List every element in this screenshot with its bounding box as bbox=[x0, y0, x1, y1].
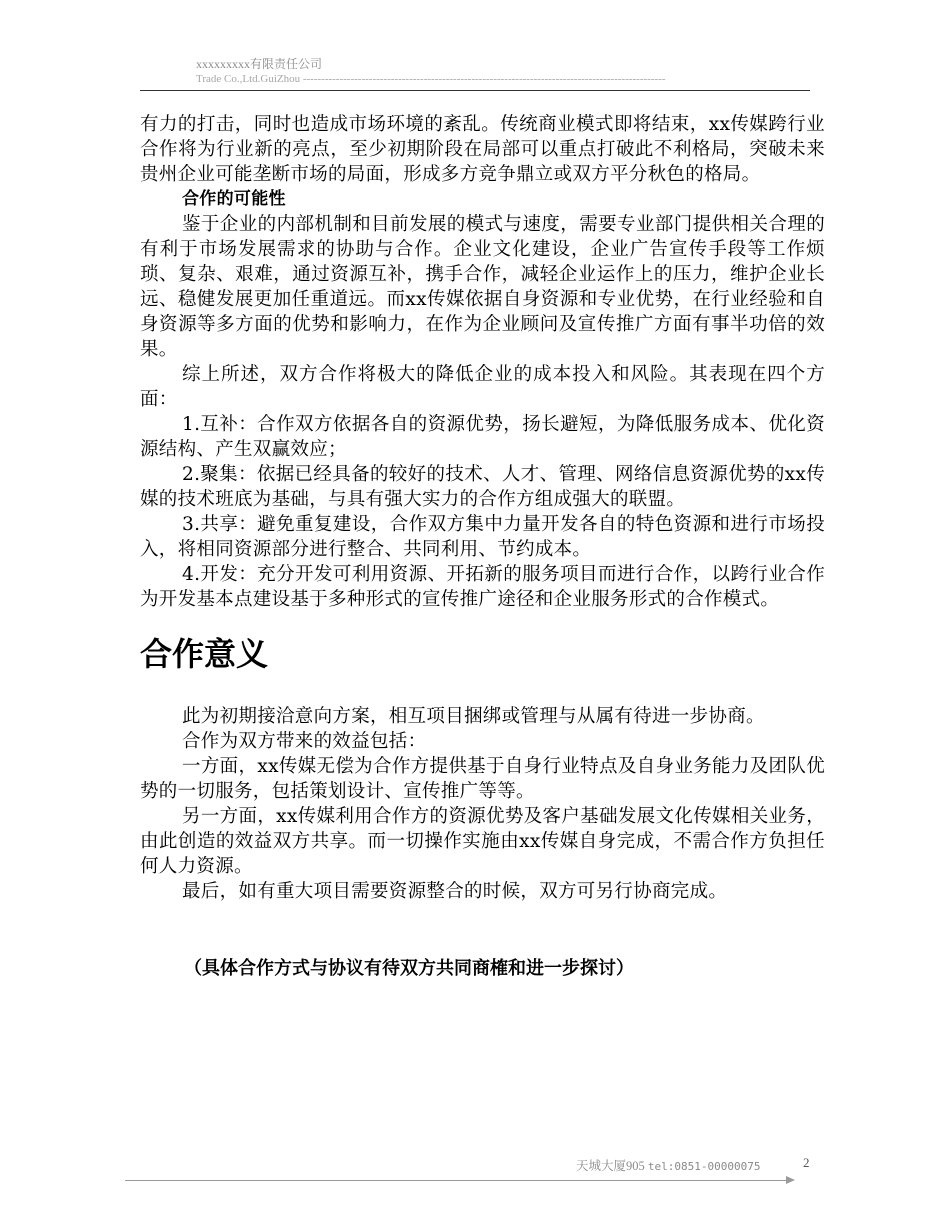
paragraph-benefit-two: 另一方面，xx传媒利用合作方的资源优势及客户基础发展文化传媒相关业务，由此创造的效益双方共享。而一切操作实施由xx传媒自身完成，不需合作方负担任何人力资源。 bbox=[140, 806, 825, 877]
paragraph-finally: 最后，如有重大项目需要资源整合的时候，双方可另行协商完成。 bbox=[182, 881, 728, 902]
list-item-gather: 2.聚集：依据已经具备的较好的技术、人才、管理、网络信息资源优势的xx传媒的技术班底为基础，与具有强大实力的合作方组成强大的联盟。 bbox=[140, 464, 825, 510]
paragraph-continuation: 有力的打击，同时也造成市场环境的紊乱。传统商业模式即将结束，xx传媒跨行业合作将为行业新的亮点，至少初期阶段在局部可以重点打破此不利格局，突破未来贵州企业可能垄断市场的局面，形成多方竞争鼎立或双方平分秋色的格局。 bbox=[140, 114, 825, 185]
list-item-develop: 4.开发：充分开发可利用资源、开拓新的服务项目而进行合作，以跨行业合作为开发基本点建设基于多种形式的宣传推广途径和企业服务形式的合作模式。 bbox=[140, 564, 825, 610]
header-subtitle: Trade Co.,Ltd.GuiZhou --------------------------------------------------------------------------------------------------- bbox=[196, 73, 666, 85]
footer-tel: tel:0851-00000075 bbox=[647, 1160, 761, 1173]
paragraph-benefits-intro: 合作为双方带来的效益包括： bbox=[182, 731, 427, 752]
header-divider bbox=[140, 90, 810, 91]
document-body bbox=[140, 112, 825, 982]
page-number: 2 bbox=[803, 1155, 810, 1170]
subheading-cooperation-possibility: 合作的可能性 bbox=[182, 189, 286, 209]
page-header bbox=[196, 56, 756, 86]
closing-note: （具体合作方式与协议有待双方共同商榷和进一步探讨） bbox=[184, 958, 634, 979]
paragraph-summary: 综上所述，双方合作将极大的降低企业的成本投入和风险。其表现在四个方面： bbox=[140, 364, 825, 410]
header-company-name: xxxxxxxxx有限责任公司 bbox=[196, 57, 323, 71]
paragraph-initial-proposal: 此为初期接洽意向方案，相互项目捆绑或管理与从属有待进一步协商。 bbox=[182, 706, 765, 727]
paragraph-possibility: 鉴于企业的内部机制和目前发展的模式与速度，需要专业部门提供相关合理的有利于市场发展需求的协助与合作。企业文化建设，企业广告宣传手段等工作烦琐、复杂、艰难，通过资源互补，携手合作，减轻企业运作上的压力，维护企业长远、稳健发展更加任重道远。而xx传媒依据自身资源和专业优势，在行业经验和自身资源等多方面的优势和影响力，在作为企业顾问及宣传推广方面有事半功倍的效果。 bbox=[140, 214, 825, 360]
footer-divider bbox=[125, 1180, 790, 1181]
footer-arrow-icon bbox=[786, 1176, 795, 1184]
list-item-share: 3.共享：避免重复建设，合作双方集中力量开发各自的特色资源和进行市场投入，将相同资源部分进行整合、共同利用、节约成本。 bbox=[140, 514, 825, 560]
section-heading-cooperation-significance: 合作意义 bbox=[140, 635, 269, 673]
footer-address: 天城大厦905 bbox=[576, 1159, 645, 1173]
list-item-complement: 1.互补：合作双方依据各自的资源优势，扬长避短，为降低服务成本、优化资源结构、产生双赢效应； bbox=[140, 414, 825, 460]
paragraph-benefit-one: 一方面，xx传媒无偿为合作方提供基于自身行业特点及自身业务能力及团队优势的一切服务，包括策划设计、宣传推广等等。 bbox=[140, 756, 825, 802]
page-footer bbox=[576, 1156, 760, 1174]
